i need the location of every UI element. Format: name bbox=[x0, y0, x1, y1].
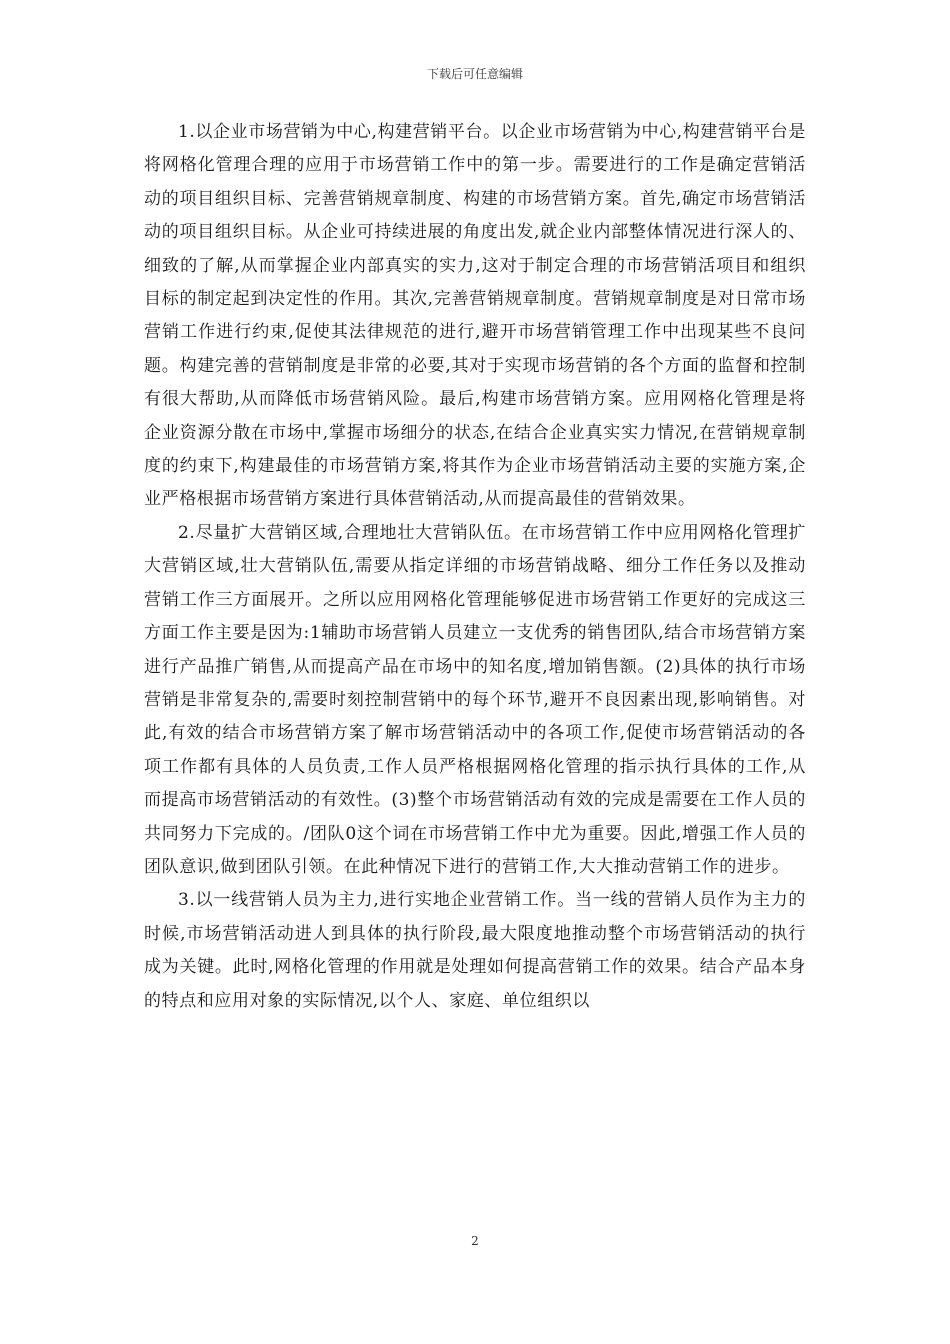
page-header: 下载后可任意编辑 bbox=[426, 67, 523, 81]
document-body bbox=[144, 116, 806, 1018]
paragraph-1: 1.以企业市场营销为中心,构建营销平台。以企业市场营销为中心,构建营销平台是将网格化管理合理的应用于市场营销工作中的第一步。需要进行的工作是确定营销活动的项目组织目标、完善营销规章制度、构建的市场营销方案。首先,确定市场营销活动的项目组织目标。从企业可持续进展的角度出发,就企业内部整体情况进行深人的、细致的了解,从而掌握企业内部真实的实力,这对于制定合理的市场营销活项目和组织目标的制定起到决定性的作用。其次,完善营销规章制度。营销规章制度是对日常市场营销工作进行约束,促使其法律规范的进行,避开市场营销管理工作中出现某些不良问题。构建完善的营销制度是非常的必要,其对于实现市场营销的各个方面的监督和控制有很大帮助,从而降低市场营销风险。最后,构建市场营销方案。应用网格化管理是将企业资源分散在市场中,掌握市场细分的状态,在结合企业真实实力情况,在营销规章制度的约束下,构建最佳的市场营销方案,将其作为企业市场营销活动主要的实施方案,企业严格根据市场营销方案进行具体营销活动,从而提高最佳的营销效果。 bbox=[144, 122, 806, 510]
paragraph-3: 3.以一线营销人员为主力,进行实地企业营销工作。当一线的营销人员作为主力的时候,市场营销活动进人到具体的执行阶段,最大限度地推动整个市场营销活动的执行成为关键。此时,网格化管理的作用就是处理如何提高营销工作的效果。结合产品本身的特点和应用对象的实际情况,以个人、家庭、单位组织以 bbox=[144, 890, 806, 1011]
paragraph-2: 2.尽量扩大营销区域,合理地壮大营销队伍。在市场营销工作中应用网格化管理扩大营销区域,壮大营销队伍,需要从指定详细的市场营销战略、细分工作任务以及推动营销工作三方面展开。之所以应用网格化管理能够促进市场营销工作更好的完成这三方面工作主要是因为:1辅助市场营销人员建立一支优秀的销售团队,结合市场营销方案进行产品推广销售,从而提高产品在市场中的知名度,增加销售额。(2)具体的执行市场营销是非常复杂的,需要时刻控制营销中的每个环节,避开不良因素出现,影响销售。对此,有效的结合市场营销方案了解市场营销活动中的各项工作,促使市场营销活动的各项工作都有具体的人员负责,工作人员严格根据网格化管理的指示执行具体的工作,从而提高市场营销活动的有效性。(3)整个市场营销活动有效的完成是需要在工作人员的共同努力下完成的。/团队0这个词在市场营销工作中尤为重要。因此,增强工作人员的团队意识,做到团队引领。在此种情况下进行的营销工作,大大推动营销工作的进步。 bbox=[144, 522, 806, 877]
page-number: 2 bbox=[471, 1234, 479, 1248]
